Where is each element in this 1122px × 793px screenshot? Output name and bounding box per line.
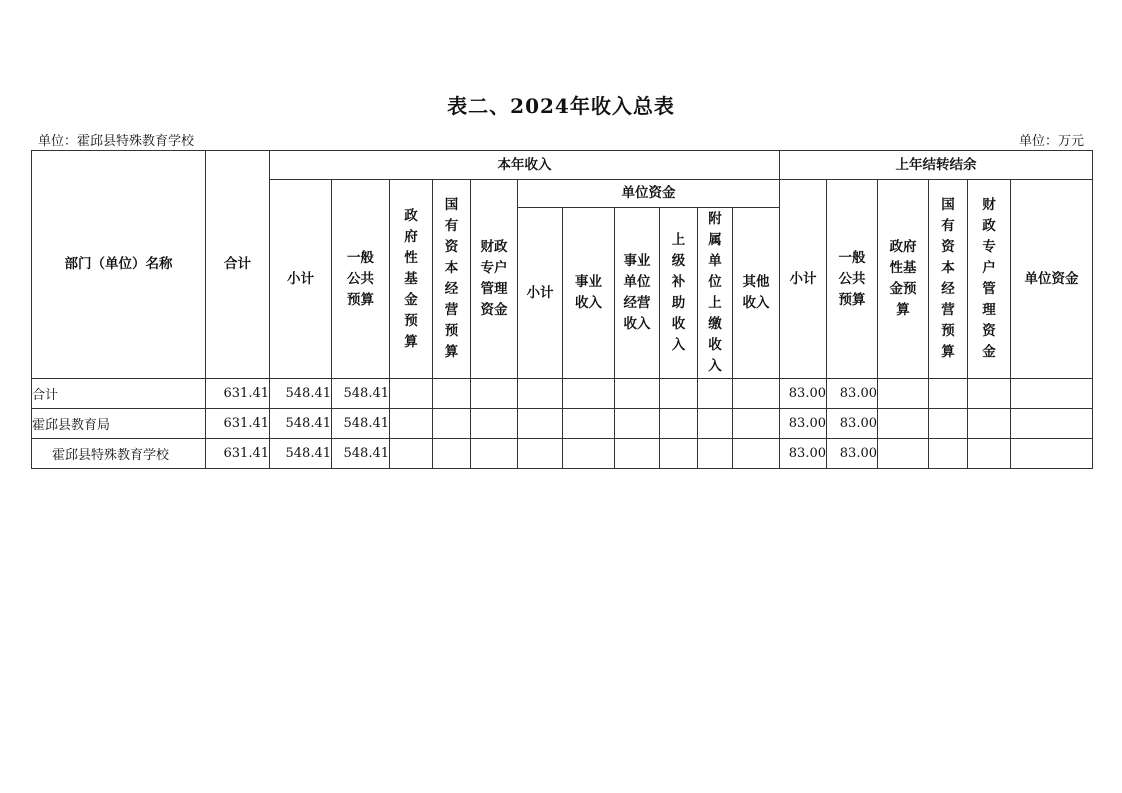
unit-org-label: 单位：霍邱县特殊教育学校: [38, 134, 195, 149]
row-subtotal: 548.41: [270, 439, 332, 469]
header-co-fiscal-special-fund: 财 政 专 户 管 理 资 金: [968, 180, 1011, 379]
row-subtotal: 548.41: [270, 379, 332, 409]
header-superior-subsidy: 上 级 补 助 收 入: [660, 208, 698, 379]
table-row: [32, 409, 1093, 439]
row-total: 631.41: [206, 409, 270, 439]
row-co-subtotal: 83.00: [780, 379, 827, 409]
row-general-public-budget: 548.41: [332, 439, 390, 469]
unit-money-label: 单位：万元: [1018, 134, 1084, 149]
header-gov-fund-budget: 政 府 性 基 金 预 算: [390, 180, 433, 379]
page-title: 表二、2024年收入总表: [447, 94, 675, 118]
header-business-income: 事业 收入: [563, 208, 615, 379]
header-general-public-budget: 一般 公共 预算: [332, 180, 390, 379]
row-general-public-budget: 548.41: [332, 409, 390, 439]
row-subtotal: 548.41: [270, 409, 332, 439]
header-state-capital-budget: 国 有 资 本 经 营 预 算: [433, 180, 471, 379]
row-name: 合计: [32, 379, 206, 409]
header-co-general-public-budget: 一般 公共 预算: [827, 180, 878, 379]
row-total: 631.41: [206, 379, 270, 409]
header-co-state-capital-budget: 国 有 资 本 经 营 预 算: [929, 180, 968, 379]
header-operating-income: 事业 单位 经营 收入: [615, 208, 660, 379]
row-co-subtotal: 83.00: [780, 409, 827, 439]
table-row: [32, 439, 1093, 469]
header-fiscal-special-fund: 财政 专户 管理 资金: [471, 180, 518, 379]
row-general-public-budget: 548.41: [332, 379, 390, 409]
header-other-income: 其他 收入: [733, 208, 780, 379]
header-subtotal: 小计: [270, 180, 332, 379]
header-total: 合计: [206, 151, 270, 379]
header-co-gov-fund-budget: 政府 性基 金预 算: [878, 180, 929, 379]
table-row: [32, 379, 1093, 409]
row-name: 霍邱县教育局: [32, 409, 206, 439]
header-unit-subtotal: 小计: [518, 208, 563, 379]
header-co-unit-funds: 单位资金: [1011, 180, 1093, 379]
row-co-general-public-budget: 83.00: [827, 439, 878, 469]
row-co-subtotal: 83.00: [780, 439, 827, 469]
row-total: 631.41: [206, 439, 270, 469]
header-current-income: 本年收入: [270, 151, 780, 180]
row-co-general-public-budget: 83.00: [827, 379, 878, 409]
income-summary-table: [31, 150, 1093, 469]
header-affiliated-income: 附 属 单 位 上 缴 收 入: [698, 208, 733, 379]
row-name: 霍邱县特殊教育学校: [32, 439, 206, 469]
header-co-subtotal: 小计: [780, 180, 827, 379]
row-co-general-public-budget: 83.00: [827, 409, 878, 439]
header-carryover: 上年结转结余: [780, 151, 1093, 180]
header-dept-name: 部门（单位）名称: [32, 151, 206, 379]
header-unit-funds: 单位资金: [518, 180, 780, 208]
